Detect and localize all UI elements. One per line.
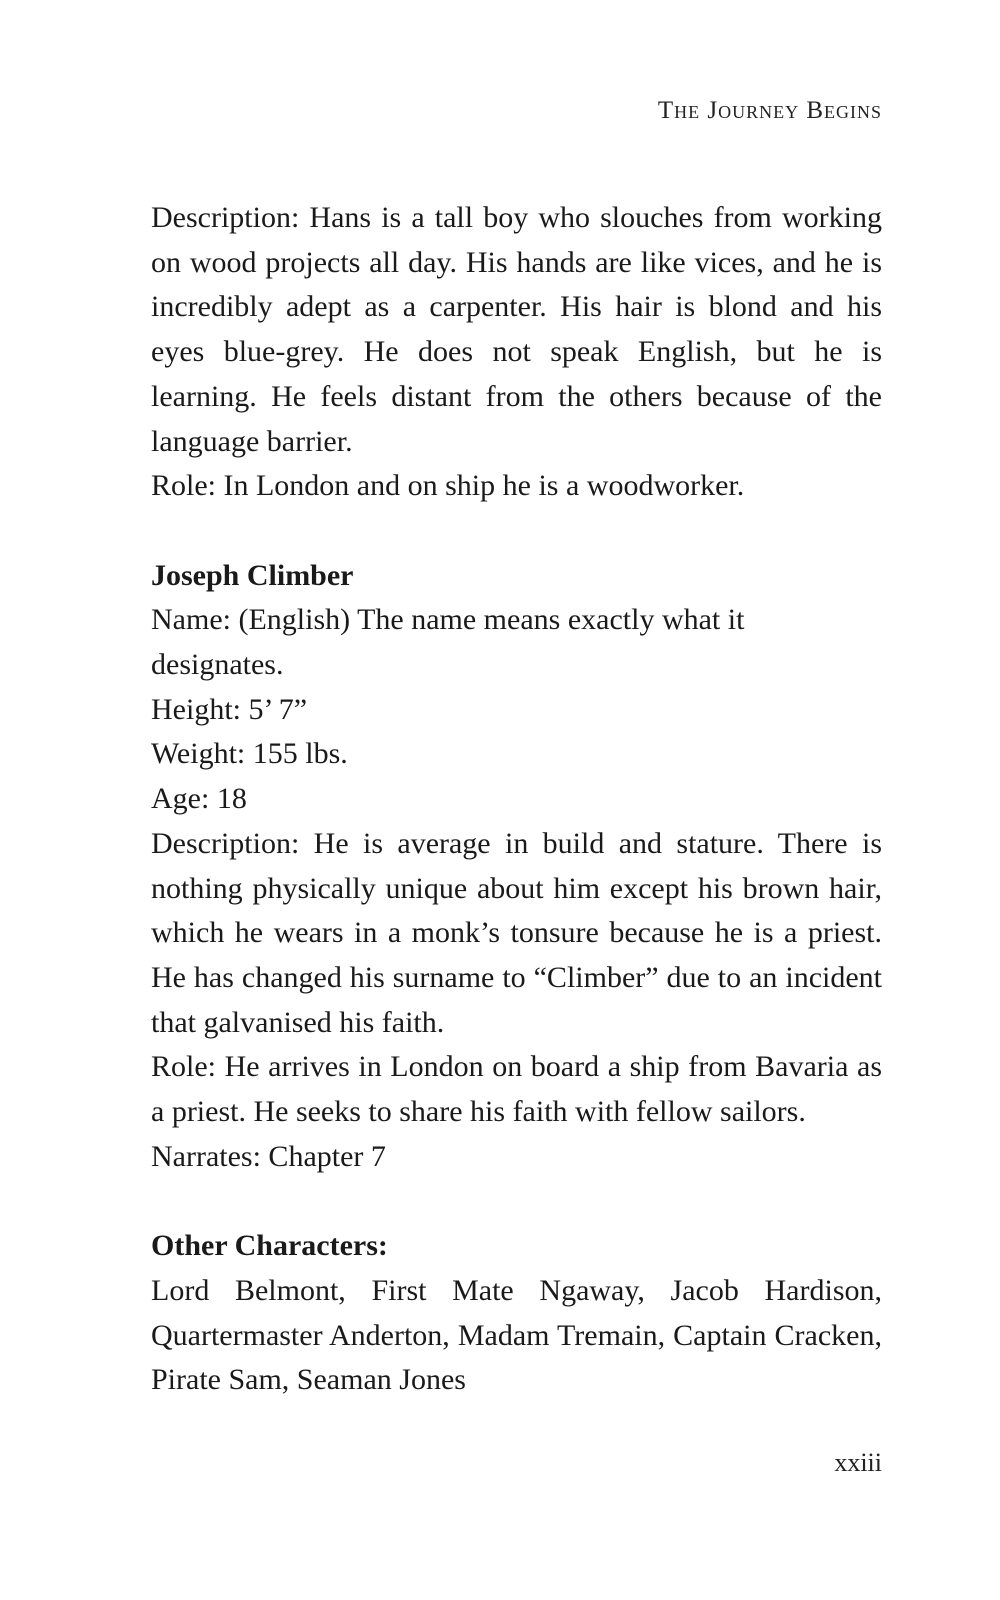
section-gap	[151, 509, 882, 554]
joseph-heading: Joseph Climber	[151, 558, 354, 592]
joseph-name: Name: (English) The name means exactly what it designates.	[151, 603, 745, 682]
joseph-role: Role: He arrives in London on board a ship from Bavaria as a priest. He seeks to share his faith with fellow sailors.	[151, 1050, 882, 1129]
hans-role: Role: In London and on ship he is a woodworker.	[151, 469, 745, 503]
joseph-narrates: Narrates: Chapter 7	[151, 1139, 386, 1173]
others-heading: Other Characters:	[151, 1229, 388, 1263]
section-gap	[151, 1179, 882, 1224]
page-number: xxiii	[834, 1448, 882, 1477]
joseph-description: Description: He is average in build and stature. There is nothing physically unique about him except his brown hair, which he wears in a monk’s tonsure because he is a priest. He has changed his surname to “Climber” due to an incident that galvanised his faith.	[151, 826, 882, 1039]
running-head: The Journey Begins	[657, 97, 882, 124]
others-list: Lord Belmont, First Mate Ngaway, Jacob Hardison, Quartermaster Anderton, Madam Tremain, Captain Cracken, Pirate Sam, Seaman Jones	[151, 1273, 882, 1397]
joseph-age: Age: 18	[151, 782, 247, 816]
hans-description: Description: Hans is a tall boy who slouches from working on wood projects all day. His hands are like vices, and he is incredibly adept as a carpenter. His hair is blond and his eyes blue-grey. He does not speak English, but he is learning. He feels distant from the others because of the language barrier.	[151, 201, 882, 458]
joseph-height: Height: 5’ 7”	[151, 692, 308, 726]
joseph-weight: Weight: 155 lbs.	[151, 737, 348, 771]
page-body	[151, 196, 882, 1403]
